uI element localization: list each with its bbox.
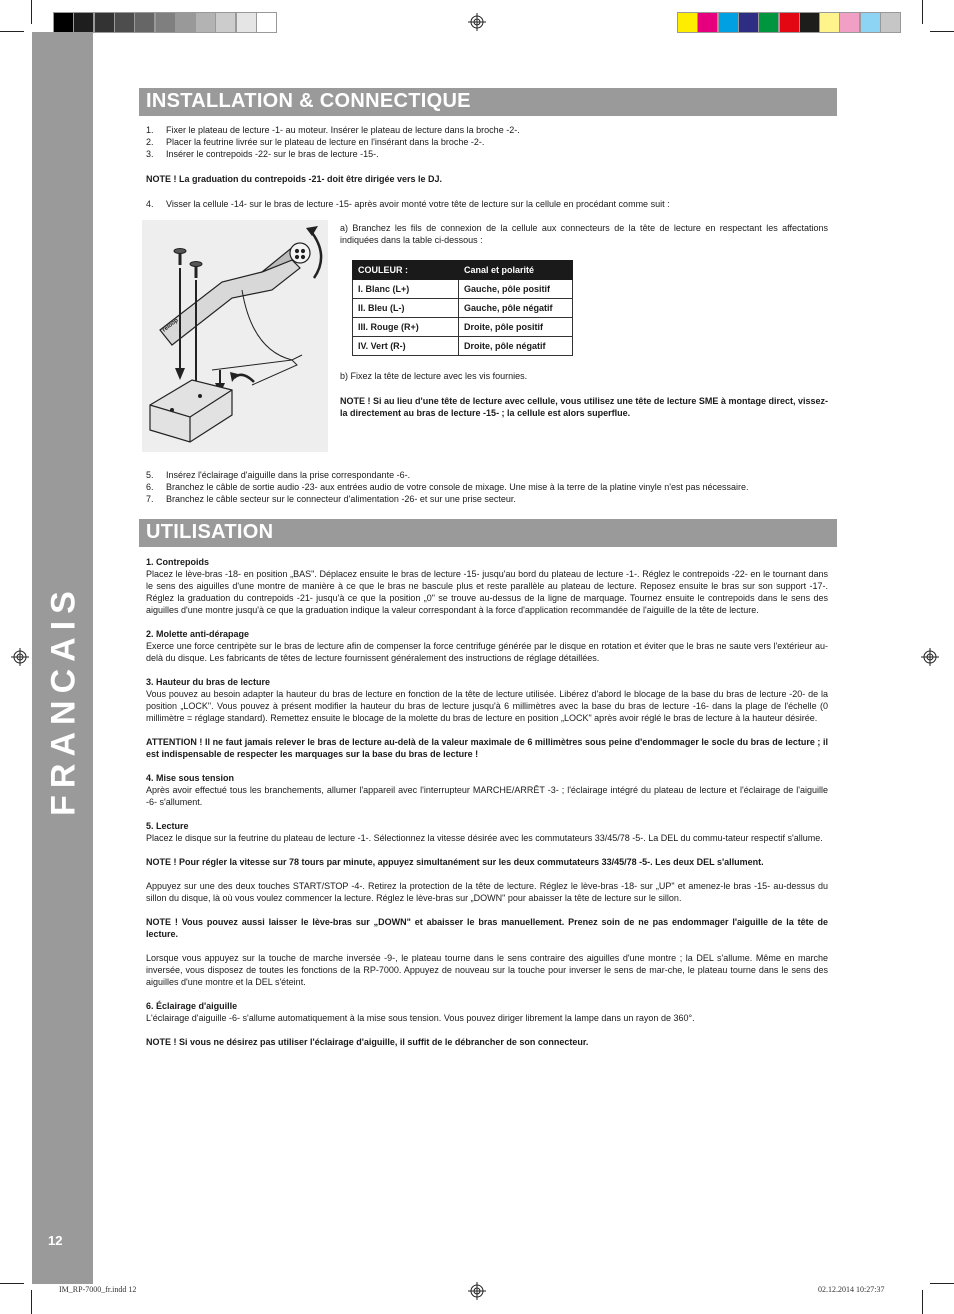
section-header-installation [139, 88, 837, 116]
paragraph: Lorsque vous appuyez sur la touche de marche inversée -9-, le plateau tourne dans le sens contraire des aiguilles d'une montre ; la DEL s'allume. Même en marche inversée, vous disposez de toutes les fonctions de la RP-7000. Appuyez de nouveau sur la touche pour inverser le sens de mar-che, le plateau tourne dans le sens des aiguilles d'une montre et la DEL s'éteint. [146, 953, 828, 987]
paragraph: L'éclairage d'aiguille -6- s'allume automatiquement à la mise sous tension. Vous pouvez diriger librement la lampe dans un rayon de 360°. [146, 1013, 695, 1023]
color-swatch [860, 12, 881, 33]
footer-date: 02.12.2014 10:27:37 [818, 1285, 885, 1294]
note-text: NOTE ! Si au lieu d'une tête de lecture avec cellule, vous utilisez une tête de lecture SME à montage direct, vissez-la directement au bras de lecture -15- ; la cellule est alors superflue. [340, 396, 828, 418]
subsection-title: 2. Molette anti-dérapage [146, 629, 250, 639]
table-cell: Gauche, pôle négatif [459, 299, 573, 318]
instruction-b: b) Fixez la tête de lecture avec les vis fournies. [340, 371, 528, 381]
subsection-title: 6. Éclairage d'aiguille [146, 1001, 238, 1011]
color-swatch [195, 12, 216, 33]
note-text: NOTE ! Vous pouvez aussi laisser le lève-bras sur „DOWN" et abaisser le bras manuellement. Prenez soin de ne pas endommager l'aiguille de la tête de lecture. [146, 917, 828, 939]
color-swatch [114, 12, 135, 33]
list-item: 4. Visser la cellule -14- sur le bras de lecture -15- après avoir monté votre tête de lecture sur la cellule en procédant comme suit : [146, 199, 670, 209]
brand-logo: reloop [161, 317, 180, 334]
section-title: UTILISATION [146, 521, 274, 543]
table-header-row [353, 261, 573, 280]
color-swatch [73, 12, 94, 33]
headshell-cartridge-illustration [142, 220, 328, 452]
color-swatch [819, 12, 840, 33]
color-swatch [53, 12, 74, 33]
table-cell: IV. Vert (R-) [353, 337, 459, 356]
color-swatch [94, 12, 115, 33]
table-cell: II. Bleu (L-) [353, 299, 459, 318]
instruction-a: a) Branchez les fils de connexion de la cellule aux connecteurs de la tête de lecture en respectant les affectations indiquées dans la table ci-dessous : [340, 223, 828, 245]
note-text: NOTE ! Si vous ne désirez pas utiliser l'éclairage d'aiguille, il suffit de le débrancher de son connecteur. [146, 1037, 589, 1047]
table-cell: Droite, pôle négatif [459, 337, 573, 356]
registration-mark-icon [468, 1282, 486, 1300]
note-text: NOTE ! Pour régler la vitesse sur 78 tours par minute, appuyez simultanément sur les deux commutateurs 33/45/78 -5-. Les deux DEL s'allument. [146, 857, 764, 867]
color-swatch [134, 12, 155, 33]
list-item: 3. Insérer le contrepoids -22- sur le bras de lecture -15-. [146, 149, 379, 159]
list-item: 2. Placer la feutrine livrée sur le plateau de lecture en l'insérant dans la broche -2-. [146, 137, 485, 147]
list-item: 7. Branchez le câble secteur sur le connecteur d'alimentation -26- et sur une prise secteur. [146, 494, 516, 504]
wiring-table [352, 260, 573, 356]
registration-mark-icon [921, 648, 939, 666]
color-swatch [738, 12, 759, 33]
color-swatch [175, 12, 196, 33]
paragraph: Exerce une force centripète sur le bras de lecture afin de compenser la force centrifuge générée par le disque en rotation et éviter que le bras ne saute vers l'extérieur au-delà du disque. Les fabricants de têtes de lecture fournissent généralement des instructions de réglage détaillées. [146, 641, 828, 663]
table-cell: III. Rouge (R+) [353, 318, 459, 337]
section-header-utilisation [139, 519, 837, 547]
table-header-cell: Canal et polarité [459, 261, 573, 280]
table-header-cell: COULEUR : [353, 261, 459, 280]
attention-text: ATTENTION ! Il ne faut jamais relever le bras de lecture au-delà de la valeur maximale de 6 millimètres sous peine d'endommager le socle du bras de lecture ; il est indispensable de respecter les marquages sur la base du bras de lecture ! [146, 737, 828, 759]
color-swatch [155, 12, 176, 33]
table-cell: I. Blanc (L+) [353, 280, 459, 299]
list-item: 6. Branchez le câble de sortie audio -23- aux entrées audio de votre console de mixage. Une mise à la terre de la platine vinyle n'est pas nécessaire. [146, 482, 749, 492]
paragraph: Vous pouvez au besoin adapter la hauteur du bras de lecture en fonction de la tête de lecture utilisée. Libérez d'abord le blocage de la base du bras de lecture -20- de la position „LOCK". Vous pouvez à présent modifier la hauteur du bras de lecture jusqu'à 6 millimètres avec la base du bras de lecture -16- dans la plage de l'échelle (0 millimètre = réglage standard). Remettez ensuite le blocage de la molette du bras de lecture en position „LOCK" après avoir réglé le bras de lecture à la hauteur désirée. [146, 689, 828, 723]
color-swatch [839, 12, 860, 33]
table-cell: Droite, pôle positif [459, 318, 573, 337]
table-row [353, 337, 573, 356]
color-swatch [779, 12, 800, 33]
color-swatch [256, 12, 277, 33]
install-steps-list [146, 124, 836, 164]
list-item: 1. Fixer le plateau de lecture -1- au moteur. Insérer le plateau de lecture dans la broche -2-. [146, 125, 520, 135]
footer-file: IM_RP-7000_fr.indd 12 [59, 1285, 137, 1294]
color-swatch [718, 12, 739, 33]
paragraph: Appuyez sur une des deux touches START/STOP -4-. Retirez la protection de la tête de lecture. Réglez le lève-bras -18- sur „UP" et amenez-le bras -15- au-dessus du sillon du disque, là où vous voulez commencer la lecture. Réglez le lève-bras sur „DOWN" pour abaisser la tête de lecture sur le sillon. [146, 881, 828, 903]
color-swatch [697, 12, 718, 33]
registration-mark-icon [11, 648, 29, 666]
color-swatch [758, 12, 779, 33]
color-swatch [799, 12, 820, 33]
usage-content [146, 556, 828, 1048]
list-item: 5. Insérez l'éclairage d'aiguille dans la prise correspondante -6-. [146, 470, 411, 480]
page-number: 12 [48, 1233, 63, 1248]
side-title: FRANCAIS [44, 584, 83, 816]
table-cell: Gauche, pôle positif [459, 280, 573, 299]
subsection-title: 5. Lecture [146, 821, 189, 831]
subsection-title: 3. Hauteur du bras de lecture [146, 677, 271, 687]
paragraph: Après avoir effectué tous les branchements, allumer l'appareil avec l'interrupteur MARCHE/ARRÊT -3- ; l'éclairage intégré du plateau de lecture et l'éclairage de l'aiguille -6- s'allument. [146, 785, 828, 807]
table-row [353, 299, 573, 318]
paragraph: Placez le disque sur la feutrine du plateau de lecture -1-. Sélectionnez la vitesse désirée avec les commutateurs 33/45/78 -5-. La DEL du commu-tateur respectif s'allume. [146, 833, 823, 843]
install-steps-list-2 [146, 469, 836, 509]
section-title: INSTALLATION & CONNECTIQUE [146, 90, 471, 112]
color-swatch [215, 12, 236, 33]
registration-mark-icon [468, 13, 486, 31]
table-row [353, 280, 573, 299]
subsection-title: 1. Contrepoids [146, 557, 210, 567]
paragraph: Placez le lève-bras -18- en position „BAS". Déplacez ensuite le bras de lecture -15- jusqu'au bord du plateau de lecture -1-. Réglez le contrepoids -22- en le tournant dans le sens des aiguilles d'une montre de manière à ce que le bras ne bascule plus et reste parallèle au plateau de lecture. Reposez ensuite le bras sur son support -17-. Réglez la graduation du contrepoids -21- jusqu'à ce que la position „0" se trouve au-dessus de la ligne de marquage. Tournez ensuite le contrepoids dans le sens des aiguilles d'une montre jusqu'à ce que la graduation indique la valeur correspondant à la force d'application recommandée de l'aiguille de la tête de lecture. [146, 569, 828, 615]
color-swatch [236, 12, 257, 33]
subsection-title: 4. Mise sous tension [146, 773, 235, 783]
table-row [353, 318, 573, 337]
color-swatch [677, 12, 698, 33]
color-swatch [880, 12, 901, 33]
note-text: NOTE ! La graduation du contrepoids -21- doit être dirigée vers le DJ. [146, 174, 443, 184]
